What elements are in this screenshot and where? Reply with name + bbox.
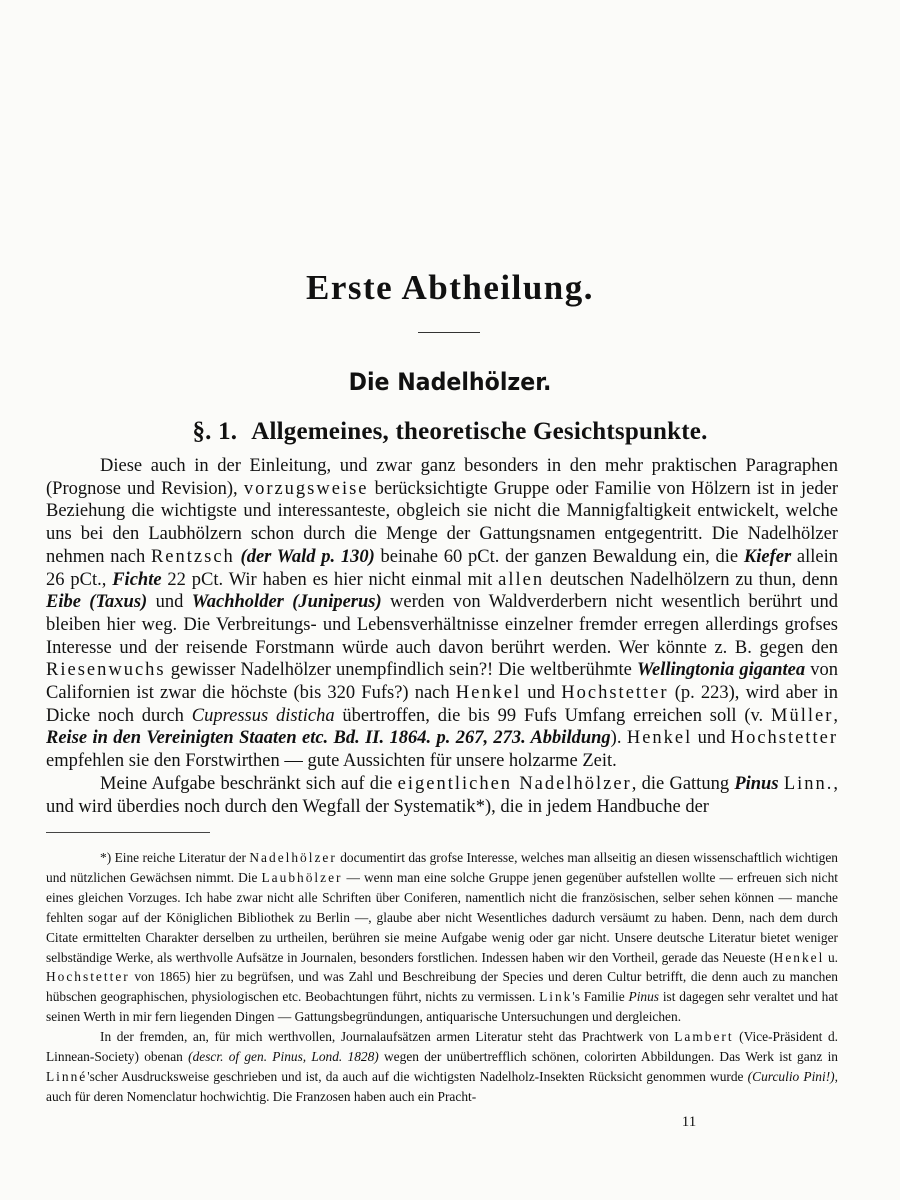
- text-run: empfehlen sie den Forstwirthen — gute Aussichten für unsere holzarme Zeit.: [46, 751, 617, 772]
- text-run: 22 pCt. Wir haben es hier nicht einmal mit: [161, 569, 499, 590]
- emphasis-text: Henkel: [455, 683, 522, 704]
- text-run: — wenn man eine solche Gruppe jenen gegenüber aufstellen wollte — erfreuen sich nicht eines gleichen Vorzuges. Ich habe zwar nicht alle Schriften über Coniferen, namentlich nicht die französischen, selber sehen können — manche fehlten sogar auf der Königlichen Bibliothek zu Berlin —, glaube aber nicht Wesentliches dadurch versäumt zu haben. Denn, nach dem durch Citate ermittelten Charakter derselben zu urtheilen, berühren sie meine Aufgabe wenig oder gar nicht. Unsere deutsche Literatur bietet weniger selbständige Werke, als werthvolle Aufsätze in Journalen, besonders forstlichen. Indessen haben wir den Vortheil, gerade das Neueste (: [46, 869, 838, 965]
- paragraph: [46, 455, 838, 773]
- emphasis-text: Hochstetter: [46, 969, 130, 985]
- paragraph: [46, 773, 838, 818]
- emphasis-text: vorzugsweise: [243, 478, 369, 499]
- emphasis-text: Hochstetter: [730, 728, 839, 749]
- emphasis-text: Eibe (Taxus): [46, 592, 148, 613]
- emphasis-text: Pinus: [734, 773, 779, 794]
- emphasis-text: Henkel: [626, 728, 693, 749]
- main-text: [46, 455, 838, 818]
- section-heading: [0, 418, 900, 446]
- text-run: 's Familie: [572, 989, 629, 1005]
- emphasis-text: Wachholder (Juniperus): [191, 592, 382, 613]
- emphasis-text: Linn.: [783, 773, 834, 794]
- text-run: berücksichtigte Gruppe oder Familie von Hölzern ist in jeder Beziehung die wichtigste und interessanteste, obgleich sie nicht die Mannigfaltigkeit entwickelt, welche uns bei den Laubhölzern schon durch die Menge der Gattungsnamen entgegentritt. Die Nadelhölzer nehmen nach: [46, 478, 838, 567]
- emphasis-text: Kiefer: [743, 546, 792, 567]
- footnotes: [46, 848, 838, 1107]
- text-run: ,: [833, 705, 838, 726]
- text-run: documentirt das grofse Interesse, welches man allseitig an diesen wissenschaftlich wichtigen und nützlichen Gewächsen nimmt. Die: [46, 850, 839, 885]
- text-run: u.: [824, 949, 838, 965]
- footnote-paragraph: [46, 1027, 838, 1107]
- footnote-paragraph: [46, 848, 838, 1027]
- text-run: und: [692, 728, 731, 749]
- emphasis-text: Riesenwuchs: [46, 660, 166, 681]
- text-run: (Vice-Präsident d. Linnean-Society) obenan: [46, 1029, 838, 1065]
- footnote-divider: [46, 832, 210, 833]
- page-number: 11: [681, 1114, 697, 1130]
- text-run: und: [147, 592, 192, 613]
- text-run: ist dagegen sehr veraltet und hat seinen Werth in mir fern liegenden Dingen — Gattungsbegründungen, antiquarische Untersuchungen und dergleichen.: [46, 989, 838, 1025]
- part-title: Erste Abtheilung.: [305, 268, 595, 307]
- text-run: 'scher Ausdrucksweise geschrieben und ist, da auch auf die wichtigsten Nadelholz-Insekten Rücksicht genommen wurde: [87, 1068, 748, 1084]
- text-run: deutschen Nadelhölzern zu thun, denn: [544, 569, 838, 590]
- emphasis-text: Henkel: [773, 949, 825, 965]
- text-run: (p. 223), wird aber in Dicke noch durch: [46, 683, 838, 726]
- emphasis-text: Cupressus disticha: [191, 705, 335, 726]
- text-run: , die Gattung: [631, 773, 735, 794]
- text-run: werden von Waldverderbern nicht wesentlich berührt und bleiben hier weg. Die Verbreitungs- und Lebensverhältnisse einzelner fremder erregen allerdings grofses Interesse und der reisende Forstmann würde auch davon berührt werden. Wer könnte z. B. gegen den: [46, 592, 838, 658]
- emphasis-text: allen: [498, 569, 545, 590]
- emphasis-text: Lambert: [674, 1029, 734, 1045]
- text-run: von Californien ist zwar die höchste (bis 320 Fufs?) nach: [46, 660, 838, 704]
- text-run: und: [521, 683, 562, 704]
- text-run: von 1865) hier zu begrüfsen, und was Zahl und Beschreibung der Species und deren Cultur betrifft, die denn auch zu manchen hübschen geographischen, physiologischen etc. Beobachtungen führt, nichts zu vermissen.: [46, 969, 838, 1005]
- text-run: übertroffen, die bis 99 Fufs Umfang erreichen soll (v.: [334, 705, 772, 726]
- chapter-title: Die Nadelhölzer.: [348, 368, 552, 396]
- emphasis-text: Linné: [46, 1068, 88, 1084]
- section-number: §. 1.: [192, 418, 238, 445]
- emphasis-text: Rentzsch: [150, 546, 235, 567]
- emphasis-text: (der Wald p. 130): [240, 546, 375, 567]
- section-title: Allgemeines, theoretische Gesichtspunkte.: [251, 418, 708, 445]
- emphasis-text: (Curculio Pini!): [747, 1068, 835, 1084]
- text-run: In der fremden, an, für mich werthvollen, Journalaufsätzen armen Literatur steht das Prachtwerk von: [100, 1029, 675, 1045]
- emphasis-text: Reise in den Vereinigten Staaten etc. Bd. II. 1864. p. 267, 273. Abbildung: [46, 728, 611, 749]
- text-run: gewisser Nadelhölzer unempfindlich sein?! Die weltberühmte: [165, 660, 637, 681]
- emphasis-text: Hochstetter: [561, 683, 669, 704]
- emphasis-text: Pinus: [628, 989, 660, 1005]
- text-run: wegen der unübertrefflich schönen, colorirten Abbildungen. Das Werk ist ganz in: [378, 1049, 838, 1065]
- emphasis-text: Link: [539, 989, 573, 1005]
- emphasis-text: Wellingtonia gigantea: [636, 660, 806, 681]
- title-divider: [418, 332, 480, 333]
- emphasis-text: Müller: [771, 705, 834, 726]
- text-run: , und wird überdies noch durch den Wegfall der Systematik*), die in jedem Handbuche der: [46, 773, 839, 817]
- text-run: beinahe 60 pCt. der ganzen Bewaldung ein, die: [374, 546, 744, 567]
- emphasis-text: Laubhölzer: [261, 869, 343, 885]
- emphasis-text: eigentlichen Nadelhölzer: [397, 773, 632, 794]
- text-run: Diese auch in der Einleitung, und zwar ganz besonders in den mehr praktischen Paragraphen (Prognose und Revision),: [46, 456, 838, 499]
- text-run: *) Eine reiche Literatur der: [100, 850, 250, 865]
- text-run: Meine Aufgabe beschränkt sich auf die: [100, 773, 398, 794]
- emphasis-text: Fichte: [112, 569, 162, 590]
- text-run: ).: [610, 728, 627, 749]
- text-run: allein 26 pCt.,: [46, 546, 838, 590]
- emphasis-text: (descr. of gen. Pinus, Lond. 1828): [188, 1049, 379, 1065]
- text-run: , auch für deren Nomenclatur hochwichtig. Die Franzosen haben auch ein Pracht-: [46, 1068, 838, 1104]
- emphasis-text: Nadelhölzer: [249, 850, 337, 865]
